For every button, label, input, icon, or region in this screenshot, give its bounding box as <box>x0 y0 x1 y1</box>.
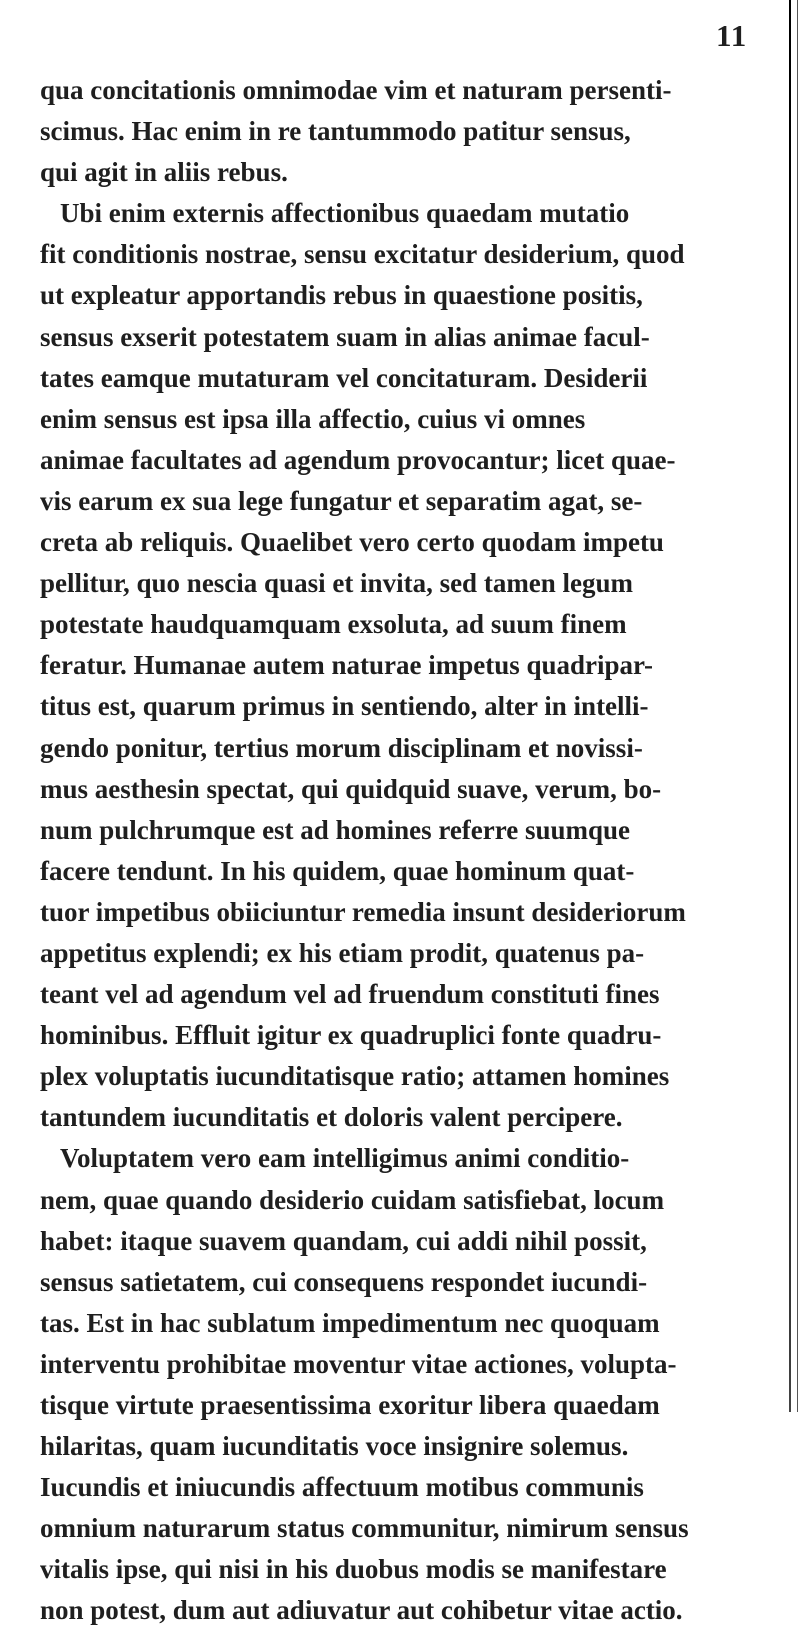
text-line: sensus satietatem, cui consequens respondet iucundi- <box>40 1266 648 1297</box>
text-line: gendo ponitur, tertius morum disciplinam et novissi- <box>40 732 643 763</box>
text-line: enim sensus est ipsa illa affectio, cuius vi omnes <box>40 403 586 434</box>
text-line: pellitur, quo nescia quasi et invita, sed tamen legum <box>40 568 634 599</box>
text-line: potestate haudquamquam exsoluta, ad suum finem <box>40 609 627 640</box>
body-text <box>40 70 770 1632</box>
text-line: nem, quae quando desiderio cuidam satisfiebat, locum <box>40 1184 665 1215</box>
text-line: vis earum ex sua lege fungatur et separatim agat, se- <box>40 485 643 516</box>
text-line: qui agit in aliis rebus. <box>40 157 288 188</box>
text-line: plex voluptatis iucunditatisque ratio; attamen homines <box>40 1061 670 1092</box>
text-line: omnium naturarum status communitur, nimirum sensus <box>40 1513 689 1544</box>
text-line: Ubi enim externis affectionibus quaedam mutatio <box>60 198 630 229</box>
text-line: mus aesthesin spectat, qui quidquid suave, verum, bo- <box>40 773 662 804</box>
text-line: tates eamque mutaturam vel concitaturam. Desiderii <box>40 362 648 393</box>
text-line: num pulchrumque est ad homines referre suumque <box>40 814 631 845</box>
text-line: habet: itaque suavem quandam, cui addi nihil possit, <box>40 1225 647 1256</box>
text-line: tuor impetibus obiiciuntur remedia insunt desideriorum <box>40 896 686 927</box>
text-line: scimus. Hac enim in re tantummodo patitur sensus, <box>40 116 631 147</box>
text-line: Iucundis et iniucundis affectuum motibus communis <box>40 1472 644 1503</box>
text-line: hominibus. Effluit igitur ex quadruplici fonte quadru- <box>40 1020 662 1051</box>
text-line: fit conditionis nostrae, sensu excitatur desiderium, quod <box>40 239 685 270</box>
text-line: interventu prohibitae moventur vitae actiones, volupta- <box>40 1348 677 1379</box>
page-edge-line <box>797 0 798 1412</box>
text-line: tantundem iucunditatis et doloris valent percipere. <box>40 1102 623 1133</box>
text-line: teant vel ad agendum vel ad fruendum constituti fines <box>40 979 660 1010</box>
page-edge-shadow <box>789 0 791 1412</box>
text-line: appetitus explendi; ex his etiam prodit, quatenus pa- <box>40 937 645 968</box>
text-line: non potest, dum aut adiuvatur aut cohibetur vitae actio. <box>40 1595 683 1626</box>
text-line: Voluptatem vero eam intelligimus animi conditio- <box>60 1143 630 1174</box>
page-number: 11 <box>716 18 748 53</box>
text-line: sensus exserit potestatem suam in alias animae facul- <box>40 321 650 352</box>
text-line: tisque virtute praesentissima exoritur libera quaedam <box>40 1390 660 1420</box>
text-line: animae facultates ad agendum provocantur; licet quae- <box>40 444 676 475</box>
text-line: creta ab reliquis. Quaelibet vero certo quodam impetu <box>40 527 664 558</box>
text-line: titus est, quarum primus in sentiendo, alter in intelli- <box>40 691 649 722</box>
text-line: vitalis ipse, qui nisi in his duobus modis se manifestare <box>40 1554 667 1585</box>
text-line: hilaritas, quam iucunditatis voce insignire solemus. <box>40 1431 629 1462</box>
text-line: qua concitationis omnimodae vim et naturam persenti- <box>40 75 672 105</box>
text-line: tas. Est in hac sublatum impedimentum nec quoquam <box>40 1307 660 1338</box>
text-line: feratur. Humanae autem naturae impetus quadripar- <box>40 650 653 681</box>
text-line: ut expleatur apportandis rebus in quaestione positis, <box>40 280 643 311</box>
text-line: facere tendunt. In his quidem, quae hominum quat- <box>40 855 635 886</box>
